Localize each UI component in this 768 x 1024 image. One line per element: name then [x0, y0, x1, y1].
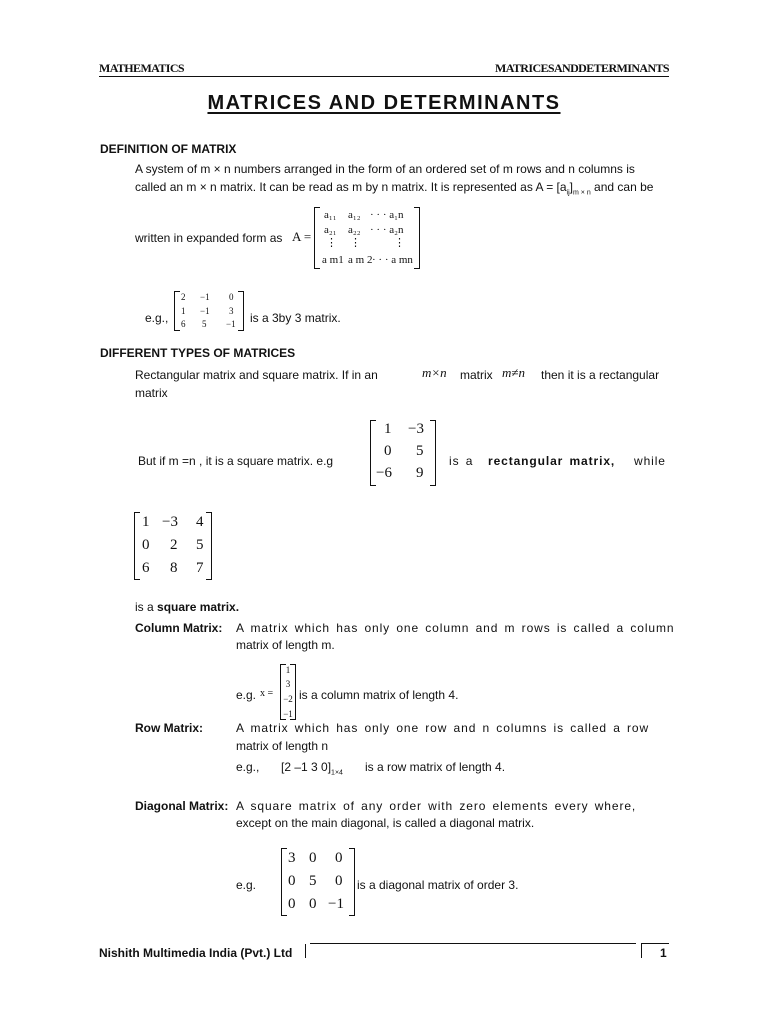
right-bracket — [349, 848, 355, 916]
matrix-word: matrix — [460, 368, 493, 382]
general-matrix — [314, 207, 420, 269]
diagonal-matrix-label: Diagonal Matrix: — [135, 799, 229, 813]
square-matrix-line: is a square matrix. — [135, 600, 240, 614]
matrix-cell: ⋮ — [350, 237, 361, 249]
matrix-cell: 1 — [142, 514, 150, 530]
column-suffix: is a column matrix of length 4. — [299, 688, 459, 702]
left-bracket — [174, 291, 180, 331]
left-bracket — [314, 207, 320, 269]
square-matrix — [134, 512, 212, 580]
right-bracket — [430, 420, 436, 486]
row-matrix-desc1: A matrix which has only one row and n columns is called a row — [236, 721, 650, 735]
row-suffix: is a row matrix of length 4. — [365, 760, 506, 774]
definition-line2: called an m × n matrix. It can be read as m by n matrix. It is represented as $A = [a_{ij}]_{m \times n}$ and can be — [135, 180, 654, 197]
rectangular-matrix — [370, 420, 436, 486]
matrix-cell: −1 — [283, 709, 293, 719]
header-chapter: MATRICESANDDETERMINANTS — [495, 61, 669, 75]
rectangular-matrix-bold: rectangular matrix, — [488, 454, 616, 468]
matrix-cell: 8 — [170, 560, 178, 576]
matrix-cell: 5 — [309, 873, 317, 889]
column-matrix — [280, 664, 296, 720]
m-neq-n: m≠n — [502, 365, 526, 380]
matrix-cell: −1 — [200, 306, 210, 316]
m-times-n: m×n — [422, 365, 447, 380]
matrix-cell: 6 — [181, 319, 186, 329]
left-bracket — [281, 848, 287, 916]
column-matrix-desc1: A matrix which has only one column and m rows is called a column — [236, 621, 675, 635]
header-rule — [99, 76, 669, 77]
is-a-text: is a — [449, 454, 474, 468]
definition-heading: DEFINITION OF MATRIX — [100, 142, 237, 156]
matrix-cell: −3 — [408, 421, 424, 437]
matrix-cell: 5 — [196, 537, 204, 553]
while-text: while — [634, 454, 666, 468]
row-matrix-expr: [2 –1 3 $0]_{1\times 4}$ — [281, 760, 343, 777]
diagonal-matrix-desc1: A square matrix of any order with zero elements every where, — [236, 799, 637, 813]
column-matrix-label: Column Matrix: — [135, 621, 223, 635]
matrix-cell: 1 — [285, 665, 291, 675]
matrix-cell: · · · a mn — [372, 254, 413, 266]
matrix-cell: 0 — [288, 873, 296, 889]
footer-page-divider — [641, 943, 642, 958]
row-matrix-desc2: matrix of length n — [236, 739, 329, 753]
matrix-cell: 3 — [288, 850, 296, 866]
matrix-cell: 4 — [196, 514, 204, 530]
column-var: x = — [260, 688, 274, 699]
column-matrix-desc2: matrix of length m. — [236, 638, 335, 652]
matrix-cell: −1 — [200, 292, 210, 302]
matrix-cell: 2 — [170, 537, 178, 553]
footer-publisher: Nishith Multimedia India (Pvt.) Ltd — [99, 946, 293, 960]
matrix-cell: −1 — [328, 896, 344, 912]
matrix-cell: a₂₁ — [324, 224, 337, 236]
row-matrix-label: Row Matrix: — [135, 721, 204, 735]
matrix-cell: −2 — [283, 694, 293, 704]
matrix-cell: −3 — [162, 514, 178, 530]
diagonal-matrix — [281, 848, 355, 916]
matrix-cell: 7 — [196, 560, 204, 576]
column-eg-label: e.g. — [236, 688, 257, 702]
matrix-cell: 0 — [309, 896, 317, 912]
matrix-cell: a₁₁ — [324, 209, 337, 221]
right-bracket — [414, 207, 420, 269]
row-eg-label: e.g., — [236, 760, 260, 774]
matrix-cont: matrix — [135, 386, 168, 400]
types-heading: DIFFERENT TYPES OF MATRICES — [100, 346, 296, 360]
matrix-cell: 3 — [285, 679, 291, 689]
matrix-cell: a m 2 — [348, 254, 373, 266]
matrix-cell: 6 — [142, 560, 150, 576]
matrix-cell: 0 — [288, 896, 296, 912]
then-text: then it is a rectangular — [541, 368, 660, 382]
eg-suffix: is a 3by 3 matrix. — [250, 311, 341, 325]
a-equals: A = — [292, 229, 312, 244]
matrix-cell: 0 — [384, 443, 392, 459]
matrix-cell: ⋮ — [326, 237, 337, 249]
matrix-cell: −6 — [376, 465, 392, 481]
matrix-cell: 0 — [335, 850, 343, 866]
diagonal-suffix: is a diagonal matrix of order 3. — [357, 878, 519, 892]
diagonal-matrix-desc2: except on the main diagonal, is called a diagonal matrix. — [236, 816, 535, 830]
matrix-cell: ⋮ — [394, 237, 405, 249]
matrix-cell: 0 — [309, 850, 317, 866]
matrix-cell: 1 — [384, 421, 392, 437]
matrix-cell: 0 — [335, 873, 343, 889]
matrix-cell: 2 — [181, 292, 186, 302]
rect-line: Rectangular matrix and square matrix. If in an — [135, 368, 378, 382]
but-if-text: But if m =n , it is a square matrix. e.g — [138, 454, 334, 468]
right-bracket — [206, 512, 212, 580]
page-title: MATRICES AND DETERMINANTS — [207, 92, 561, 114]
matrix-cell: −1 — [226, 319, 236, 329]
left-bracket — [134, 512, 140, 580]
footer-page-rule — [641, 943, 669, 944]
matrix-cell: 3 — [229, 306, 234, 316]
matrix-cell: 1 — [181, 306, 186, 316]
header-subject: MATHEMATICS — [99, 61, 184, 75]
matrix-cell: a m1 — [322, 254, 344, 266]
matrix-cell: 9 — [416, 465, 424, 481]
example-matrix — [174, 291, 244, 331]
page-number: 1 — [660, 946, 667, 960]
footer-rule — [310, 943, 636, 944]
matrix-cell: · · · a₂n — [370, 224, 404, 236]
footer-divider — [305, 944, 306, 958]
matrix-cell: a₂₂ — [348, 224, 361, 236]
matrix-cell: 0 — [142, 537, 150, 553]
eg-label: e.g., — [145, 311, 169, 325]
diagonal-eg-label: e.g. — [236, 878, 257, 892]
matrix-cell: 5 — [202, 319, 207, 329]
expanded-form-label: written in expanded form as — [135, 231, 283, 245]
matrix-cell: · · · a₁n — [370, 209, 404, 221]
right-bracket — [238, 291, 244, 331]
matrix-cell: 0 — [229, 292, 234, 302]
matrix-cell: 5 — [416, 443, 424, 459]
matrix-cell: a₁₂ — [348, 209, 361, 221]
definition-line1: A system of m × n numbers arranged in the form of an ordered set of m rows and n columns is — [135, 162, 635, 176]
